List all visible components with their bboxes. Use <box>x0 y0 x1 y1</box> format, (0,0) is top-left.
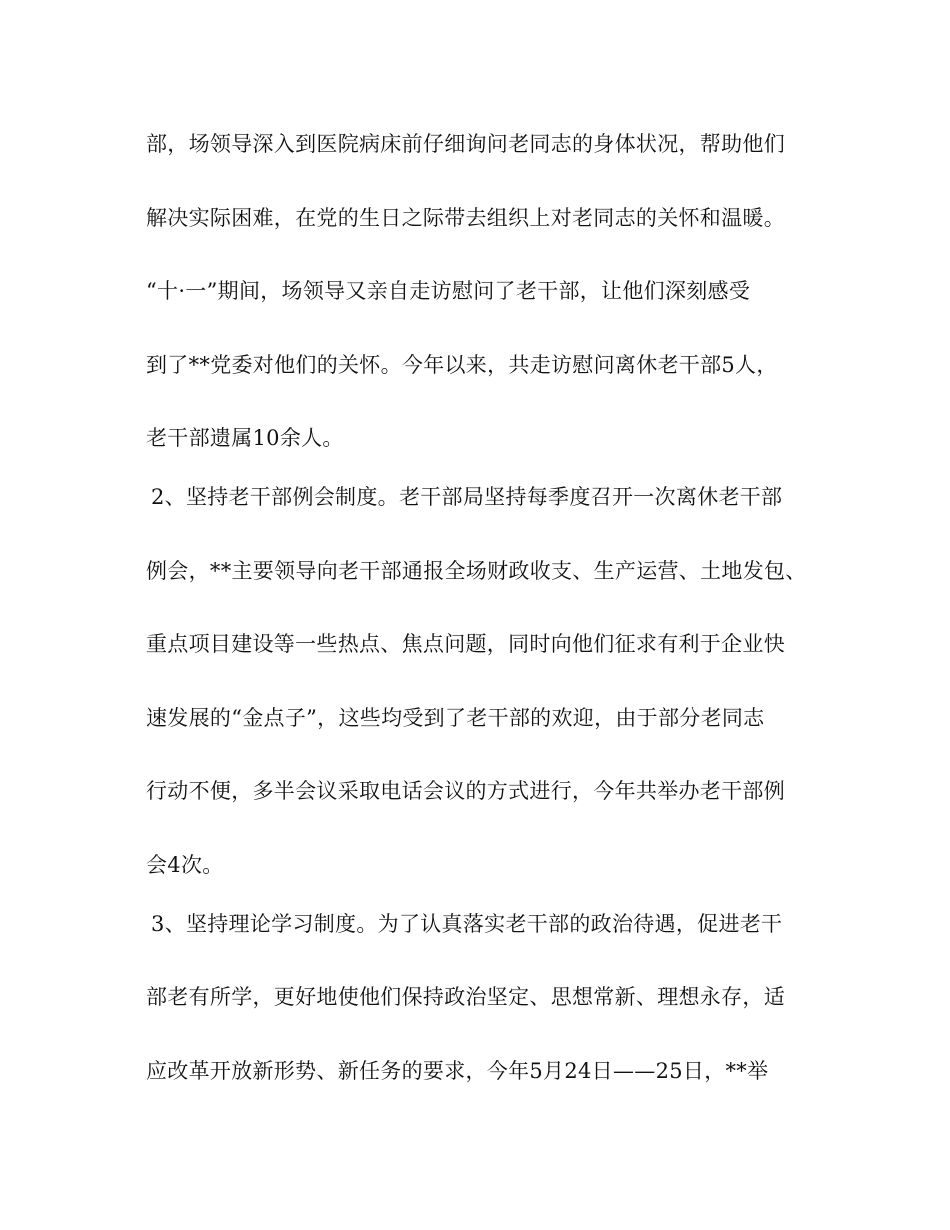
text-line: 会4次。 <box>146 853 224 877</box>
text-line: 例会，**主要领导向老干部通报全场财政收支、生产运营、土地发包、 <box>146 559 807 583</box>
text-line: 老干部遗属10余人。 <box>146 426 344 450</box>
text-line: 到了**党委对他们的关怀。今年以来，共走访慰问离休老干部5人， <box>146 353 778 377</box>
text-line: 部老有所学，更好地使他们保持政治坚定、思想常新、理想永存，适 <box>146 985 785 1009</box>
text-line: 解决实际困难，在党的生日之际带去组织上对老同志的关怀和温暖。 <box>146 206 785 230</box>
text-line: “十·一”期间，场领导又亲自走访慰问了老干部，让他们深刻感受 <box>146 279 751 303</box>
text-line: 应改革开放新形势、新任务的要求，今年5月24日——25日，**举 <box>146 1059 769 1083</box>
text-line: 部，场领导深入到医院病床前仔细询问老同志的身体状况，帮助他们 <box>146 132 785 156</box>
text-line: 重点项目建设等一些热点、焦点问题，同时向他们征求有利于企业快 <box>146 632 785 656</box>
text-line: 速发展的“金点子”，这些均受到了老干部的欢迎，由于部分老同志 <box>146 706 765 730</box>
paragraph-heading-line: 2、坚持老干部例会制度。老干部局坚持每季度召开一次离休老干部 <box>151 485 783 509</box>
paragraph-heading-line: 3、坚持理论学习制度。为了认真落实老干部的政治待遇，促进老干 <box>151 912 783 936</box>
text-line: 行动不便，多半会议采取电话会议的方式进行，今年共举办老干部例 <box>146 779 785 803</box>
